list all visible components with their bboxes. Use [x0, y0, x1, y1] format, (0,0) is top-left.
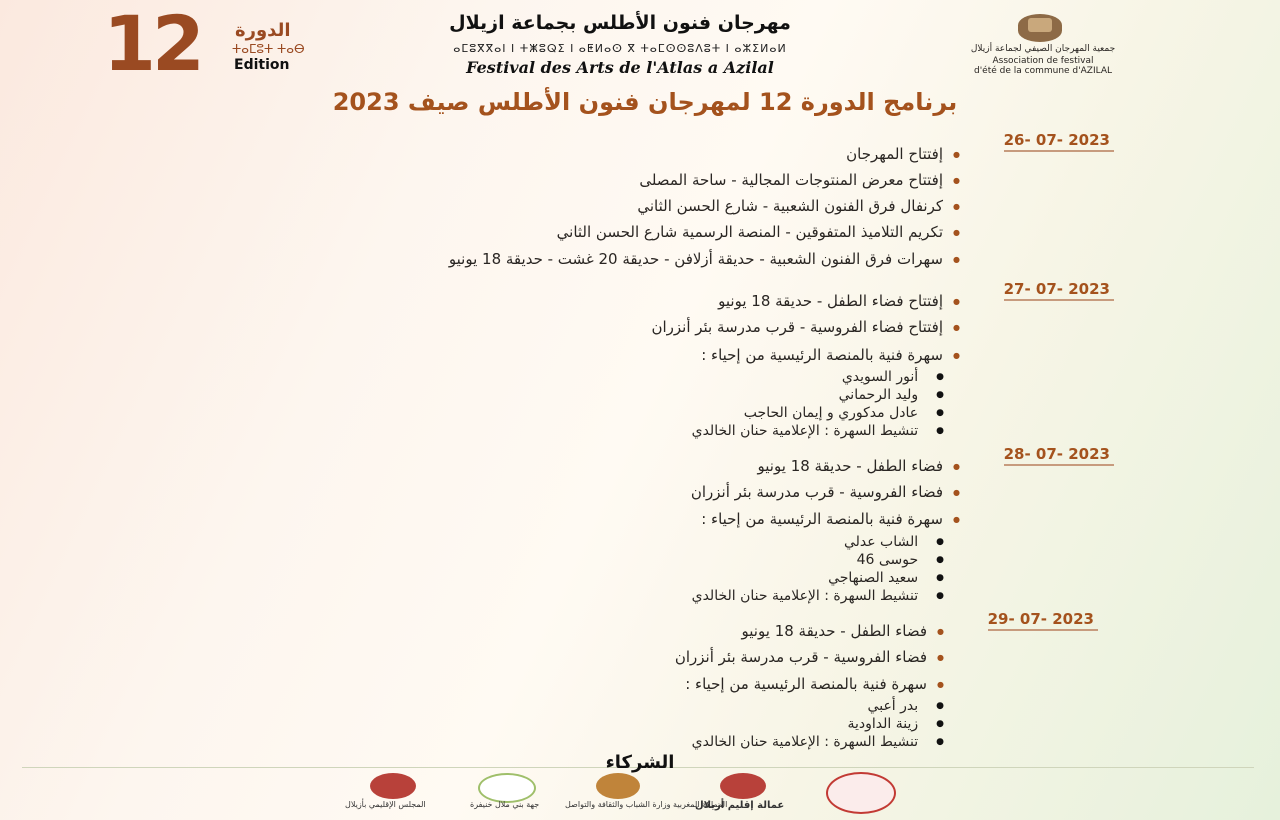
performer-item: ● تنشيط السهرة : الإعلامية حنان الخالدي — [692, 588, 944, 604]
program-item: ● سهرة فنية بالمنصة الرئيسية من إحياء : — [701, 346, 960, 364]
festival-emblem-logo — [826, 772, 896, 814]
festival-name-fr: Festival des Arts de l'Atlas a Azilal — [466, 58, 774, 77]
ministry-logo — [596, 773, 640, 799]
program-item: ● فضاء الفروسية - قرب مدرسة بئر أنزران — [675, 648, 944, 666]
edition-label-ar: الدورة — [235, 20, 291, 41]
association-name-fr-line1: Association de festival — [992, 56, 1094, 66]
program-item: ● إفتتاح فضاء الطفل - حديقة 18 يونيو — [718, 292, 960, 310]
program-item: ● تكريم التلاميذ المتفوقين - المنصة الرسمية شارع الحسن الثاني — [557, 223, 960, 241]
festival-name-ar: مهرجان فنون الأطلس بجماعة ازيلال — [449, 12, 791, 34]
performer-item: ● حوسى 46 — [857, 552, 944, 568]
program-item: ● فضاء الطفل - حديقة 18 يونيو — [758, 457, 960, 475]
edition-label-tifinagh: ⵜⴰⵎⵓⵜ ⵜⴰⴱ — [232, 42, 305, 56]
program-item: ● فضاء الطفل - حديقة 18 يونيو — [742, 622, 944, 640]
program-item: ● فضاء الفروسية - قرب مدرسة بئر أنزران — [691, 483, 960, 501]
festival-name-tifinagh: ⴰⵎⵓⴳⴳⴰⵏ ⵏ ⵜⵥⵓⵕⵉ ⵏ ⴰⵟⵍⴰⵙ ⴳ ⵜⴰⵎⵙⵙⵓⴷⵓⵜ ⵏ ⴰⵣⵉⵍⴰⵍ — [453, 42, 787, 55]
performer-item: ● أنور السويدي — [842, 369, 944, 385]
program-item: ● كرنفال فرق الفنون الشعبية - شارع الحسن الثاني — [637, 197, 960, 215]
day-date: 26- 07- 2023 — [1004, 131, 1114, 152]
partner-label: المجلس الإقليمي بأزيلال — [345, 800, 426, 809]
region-logo — [478, 773, 536, 803]
program-item: ● إفتتاح معرض المنتوجات المجالية - ساحة المصلى — [639, 171, 960, 189]
partner-label: المملكة المغربية وزارة الشباب والثقافة والتواصل — [565, 800, 728, 809]
partner-label: جهة بني ملال خنيفرة — [470, 800, 540, 809]
edition-label-fr: Edition — [234, 57, 290, 73]
provincial-council-logo — [370, 773, 416, 799]
edition-number: 12 — [103, 0, 201, 88]
association-name-ar: جمعية المهرجان الصيفي لجماعة أزيلال — [970, 44, 1116, 54]
province-logo — [720, 773, 766, 799]
performer-item: ● زينة الداودية — [848, 716, 945, 732]
partner-label: عمالة إقليم أزيلال — [695, 800, 785, 811]
performer-item: ● الشاب عدلي — [844, 534, 944, 550]
performer-item: ● بدر أعبي — [868, 698, 944, 714]
program-title: برنامج الدورة 12 لمهرجان فنون الأطلس صيف 2023 — [332, 88, 958, 116]
program-item: ● سهرة فنية بالمنصة الرئيسية من إحياء : — [685, 675, 944, 693]
program-item: ● سهرات فرق الفنون الشعبية - حديقة أزلافن - حديقة 20 غشت - حديقة 18 يونيو — [449, 250, 960, 268]
performer-item: ● تنشيط السهرة : الإعلامية حنان الخالدي — [692, 423, 944, 439]
day-date: 27- 07- 2023 — [1004, 280, 1114, 301]
performer-item: ● سعيد الصنهاجي — [828, 570, 944, 586]
day-date: 28- 07- 2023 — [1004, 445, 1114, 466]
day-date: 29- 07- 2023 — [988, 610, 1098, 631]
program-item: ● إفتتاح فضاء الفروسية - قرب مدرسة بئر أنزران — [651, 318, 960, 336]
partners-title: الشركاء — [605, 752, 675, 773]
performer-item: ● وليد الرحماني — [839, 387, 944, 403]
performer-item: ● عادل مدكوري و إيمان الحاجب — [744, 405, 944, 421]
association-logo — [1018, 14, 1062, 42]
program-item: ● سهرة فنية بالمنصة الرئيسية من إحياء : — [701, 510, 960, 528]
performer-item: ● تنشيط السهرة : الإعلامية حنان الخالدي — [692, 734, 944, 750]
program-item: ● إفتتاح المهرجان — [846, 145, 960, 163]
association-name-fr-line2: d'été de la commune d'AZILAL — [974, 66, 1112, 76]
